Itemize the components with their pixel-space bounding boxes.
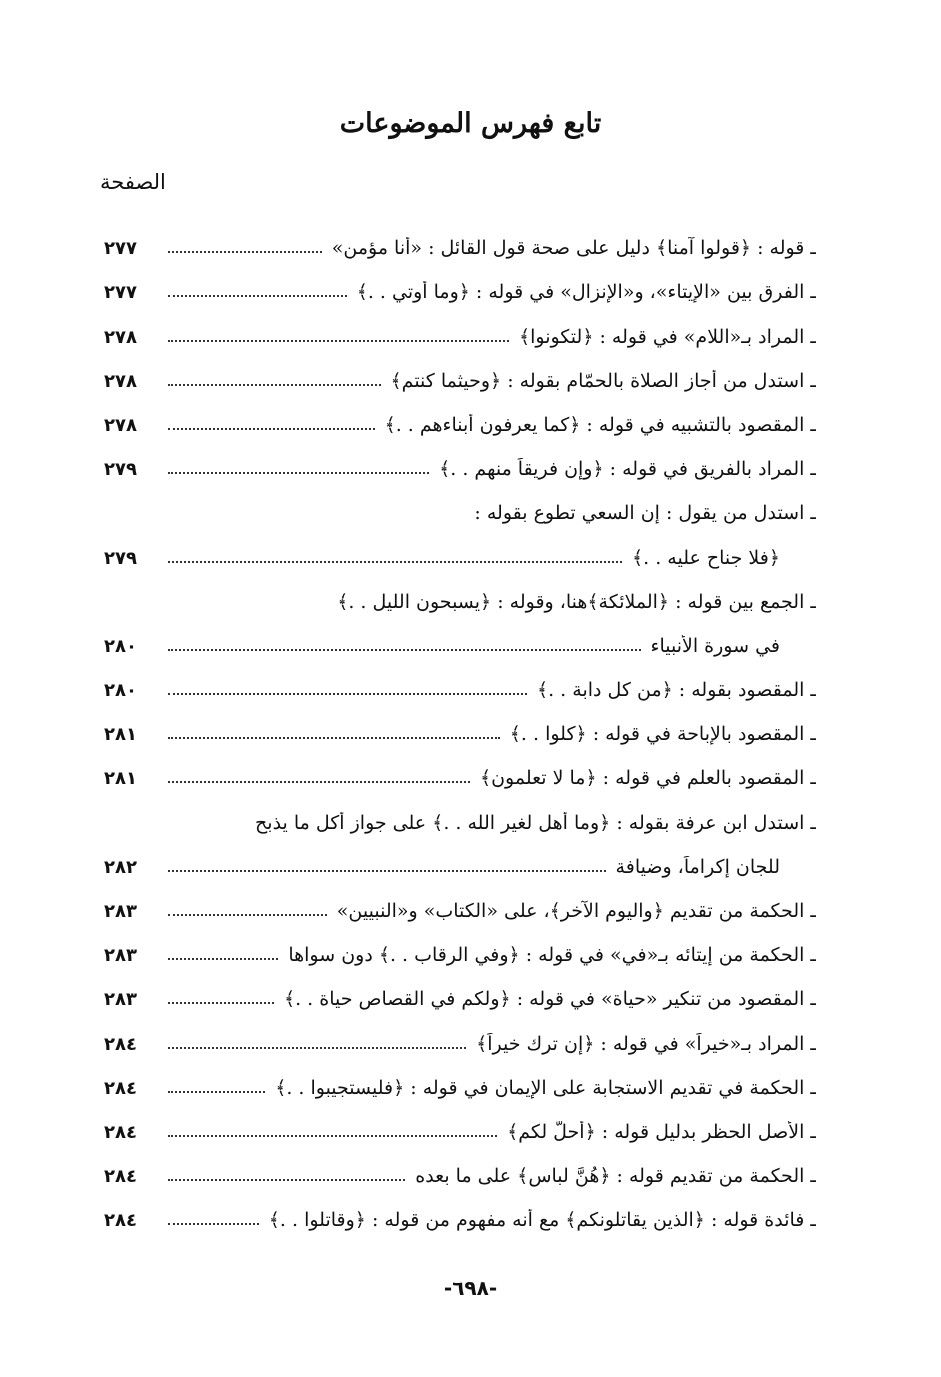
toc-entry-text: ﴿فلا جناح عليه . .﴾ (631, 546, 780, 569)
toc-entry-page: ٢٨٣ (104, 901, 137, 922)
toc-entry (104, 354, 816, 398)
toc-entry-text: ـ المقصود بالتشبيه في قوله : ﴿كما يعرفون أبناءهم . .﴾ (384, 413, 816, 436)
dot-leader (168, 1179, 405, 1181)
toc-entry (104, 309, 816, 353)
dot-leader (168, 561, 622, 563)
toc-entry (104, 530, 816, 574)
dot-leader (168, 472, 429, 474)
toc-entry-page: ٢٧٨ (104, 326, 137, 348)
dot-leader (168, 1223, 259, 1225)
toc-entry-text: ـ الحكمة في تقديم الاستجابة على الإيمان في قوله : ﴿فليستجيبوا . .﴾ (275, 1076, 816, 1099)
toc-entry-page: ٢٨٤ (104, 1121, 137, 1143)
dot-leader (168, 1135, 497, 1137)
toc-entry-text: ـ الجمع بين قوله : ﴿الملائكة﴾هنا، وقوله : ﴿يسبحون الليل . .﴾ (337, 590, 816, 613)
toc-entry-page: ٢٧٧ (104, 282, 137, 304)
toc-entry (104, 442, 816, 486)
toc-entry (104, 575, 816, 619)
toc-entry-text: ـ الأصل الحظر بدليل قوله : ﴿أحلّ لكم﴾ (507, 1120, 816, 1143)
dot-leader (168, 1091, 265, 1093)
dot-leader (168, 340, 509, 342)
toc-entry-page: ٢٨٤ (104, 1077, 137, 1099)
dot-leader (168, 737, 500, 739)
toc-entry (104, 928, 816, 972)
dot-leader (168, 870, 606, 872)
table-of-contents (104, 221, 816, 1237)
toc-entry (104, 398, 816, 442)
toc-entry-text: ـ استدل ابن عرفة بقوله : ﴿وما أهل لغير الله . .﴾ على جواز أكل ما يذبح (255, 811, 816, 834)
toc-entry-page: ٢٨١ (104, 724, 137, 746)
toc-entry-text: ـ قوله : ﴿قولوا آمنا﴾ دليل على صحة قول القائل : «أنا مؤمن» (331, 237, 816, 260)
dot-leader (168, 958, 278, 960)
toc-entry-text: ـ المراد بـ«خيراً» في قوله : ﴿إن ترك خيراً﴾ (476, 1032, 816, 1055)
toc-entry-page: ٢٨٣ (104, 945, 137, 967)
toc-entry (104, 1016, 816, 1060)
dot-leader (168, 295, 347, 297)
toc-entry-page: ٢٧٩ (104, 459, 137, 481)
page-column-header: الصفحة (100, 170, 166, 194)
toc-entry-page: ٢٧٨ (104, 414, 137, 436)
toc-entry-page: ٢٨٤ (104, 1210, 137, 1232)
toc-entry (104, 1193, 816, 1237)
toc-entry-text: ـ الحكمة من تقديم قوله : ﴿هُنَّ لباس﴾ على ما بعده (415, 1165, 816, 1188)
toc-entry-text: ـ فائدة قوله : ﴿الذين يقاتلونكم﴾ مع أنه مفهوم من قوله : ﴿وقاتلوا . .﴾ (268, 1209, 816, 1232)
toc-entry-page: ٢٨٠ (104, 635, 137, 657)
dot-leader (168, 914, 327, 916)
toc-entry-text: في سورة الأنبياء (650, 634, 780, 657)
dot-leader (168, 251, 322, 253)
toc-entry-text: ـ المقصود بقوله : ﴿من كل دابة . .﴾ (536, 679, 816, 702)
toc-entry (104, 221, 816, 265)
toc-entry (104, 663, 816, 707)
toc-entry-page: ٢٧٨ (104, 370, 137, 392)
toc-entry-text: ـ المراد بـ«اللام» في قوله : ﴿لتكونوا﴾ (518, 325, 816, 348)
dot-leader (168, 428, 375, 430)
toc-entry-page: ٢٨٤ (104, 1033, 137, 1055)
toc-entry-page: ٢٧٧ (104, 238, 137, 260)
dot-leader (168, 781, 470, 783)
toc-entry-page: ٢٧٩ (104, 547, 137, 569)
toc-entry-page: ٢٨١ (104, 768, 137, 790)
toc-entry (104, 840, 816, 884)
toc-entry-text: ـ الفرق بين «الإيتاء»، و«الإنزال» في قوله : ﴿وما أوتي . .﴾ (356, 281, 816, 304)
toc-entry-page: ٢٨٣ (104, 989, 137, 1011)
toc-entry (104, 1061, 816, 1105)
toc-entry (104, 751, 816, 795)
toc-entry-text: ـ الحكمة من إيتائه بـ«في» في قوله : ﴿وفي الرقاب . .﴾ دون سواها (288, 944, 816, 967)
toc-entry (104, 707, 816, 751)
toc-entry-text: ـ المقصود بالإباحة في قوله : ﴿كلوا . .﴾ (509, 723, 816, 746)
toc-entry-text: ـ استدل من أجاز الصلاة بالحمّام بقوله : ﴿وحيثما كنتم﴾ (390, 369, 816, 392)
toc-entry (104, 884, 816, 928)
dot-leader (168, 1047, 466, 1049)
dot-leader (168, 1002, 274, 1004)
toc-entry (104, 486, 816, 530)
page-title: تابع فهرس الموضوعات (339, 108, 602, 139)
toc-entry (104, 265, 816, 309)
toc-entry (104, 1105, 816, 1149)
toc-entry-text: ـ الحكمة من تقديم ﴿واليوم الآخر﴾، على «الكتاب» و«النبيين» (336, 900, 816, 922)
toc-entry (104, 1149, 816, 1193)
toc-entry-text: ـ المراد بالفريق في قوله : ﴿وإن فريقاً منهم . .﴾ (439, 458, 816, 481)
toc-entry-text: ـ استدل من يقول : إن السعي تطوع بقوله : (474, 502, 816, 525)
toc-entry-text: للجان إكراماً، وضيافة (615, 855, 780, 878)
toc-entry (104, 619, 816, 663)
toc-entry-page: ٢٨٢ (104, 856, 137, 878)
toc-entry-text: ـ المقصود من تنكير «حياة» في قوله : ﴿ولكم في القصاص حياة . .﴾ (283, 988, 816, 1011)
dot-leader (168, 384, 381, 386)
dot-leader (168, 693, 527, 695)
dot-leader (168, 649, 641, 651)
page-number: -٦٩٨- (443, 1276, 498, 1300)
toc-entry-page: ٢٨٠ (104, 680, 137, 702)
toc-entry (104, 972, 816, 1016)
toc-entry-text: ـ المقصود بالعلم في قوله : ﴿ما لا تعلمون﴾ (479, 767, 816, 790)
toc-entry-page: ٢٨٤ (104, 1166, 137, 1188)
toc-entry (104, 795, 816, 839)
